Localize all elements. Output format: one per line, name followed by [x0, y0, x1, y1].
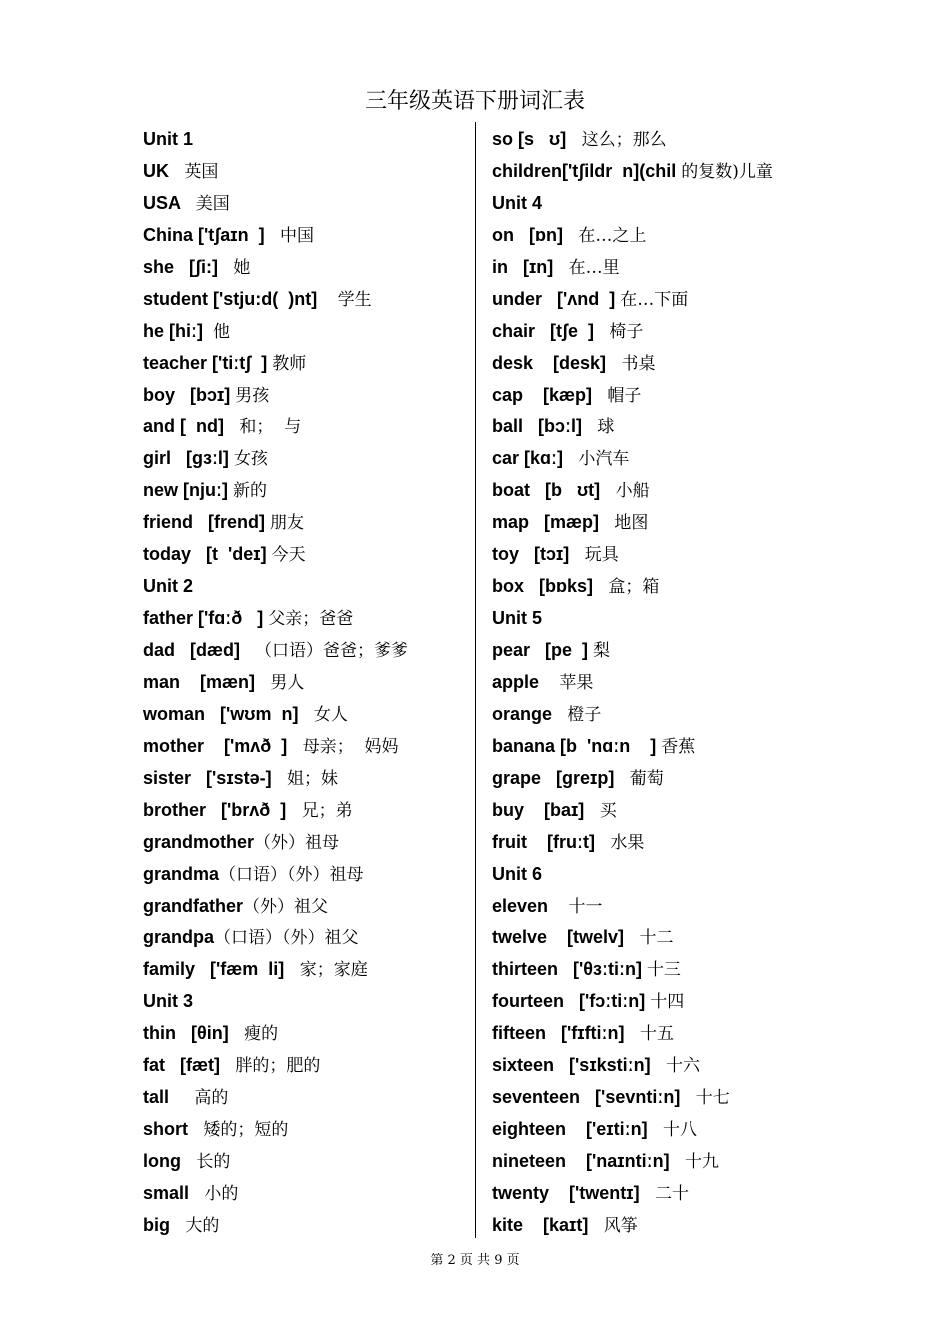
chinese-meaning: 胖的；肥的: [230, 1056, 321, 1077]
english-word: seventeen ['sevntiːn]: [492, 1087, 691, 1108]
vocab-entry: [143, 699, 408, 731]
vocab-entry: [492, 763, 773, 795]
vocab-entry: [492, 539, 773, 571]
chinese-meaning: 父亲；爸爸: [268, 609, 354, 630]
chinese-meaning: （外）祖父: [243, 896, 329, 917]
chinese-meaning: 书桌: [616, 353, 656, 374]
english-word: Unit 3: [143, 991, 194, 1012]
english-word: Unit 1: [143, 129, 194, 149]
vocab-entry: [143, 859, 408, 891]
chinese-meaning: 买: [594, 800, 617, 821]
english-word: new [njuː]: [143, 480, 233, 501]
vocab-entry: [143, 891, 408, 923]
chinese-meaning: 十七: [690, 1088, 730, 1109]
chinese-meaning: 今天: [271, 545, 306, 566]
english-word: on [ɒn]: [492, 224, 573, 245]
vocab-entry: [143, 667, 408, 699]
chinese-meaning: 男孩: [235, 385, 270, 406]
chinese-meaning: 十二: [634, 928, 674, 949]
english-word: long: [143, 1151, 191, 1171]
english-word: father ['fɑːð ]: [143, 608, 269, 629]
chinese-meaning: 的复数)儿童: [681, 161, 773, 182]
chinese-meaning: 高的: [189, 1088, 229, 1109]
english-word: fourteen ['fɔːtiːn]: [492, 991, 651, 1012]
vocab-entry: [143, 1146, 408, 1178]
english-word: toy [tɔɪ]: [492, 544, 580, 565]
vocab-entry: [492, 156, 773, 188]
chinese-meaning: 十一: [563, 896, 603, 917]
vocab-entry: [492, 124, 773, 156]
chinese-meaning: 水果: [604, 832, 645, 853]
vocab-entry: [492, 284, 773, 316]
english-word: UK: [143, 160, 179, 181]
english-word: she [ʃi:]: [143, 256, 228, 277]
vocab-entry: [143, 252, 408, 284]
english-word: grape [greɪp]: [492, 767, 625, 788]
chinese-meaning: 学生: [332, 289, 372, 310]
english-word: today [t 'deɪ]: [143, 544, 272, 565]
english-word: friend [frend]: [143, 512, 270, 533]
vocab-entry: [492, 507, 773, 539]
english-word: in [ɪn]: [492, 256, 564, 277]
vocab-entry: [143, 763, 408, 795]
unit-heading: [143, 124, 408, 156]
vocab-entry: [492, 827, 773, 859]
vocab-entry: [492, 891, 773, 923]
vocab-entry: [492, 1210, 773, 1242]
vocab-entry: [492, 220, 773, 252]
chinese-meaning: 教师: [272, 353, 307, 374]
left-column: [143, 124, 408, 1242]
vocab-entry: [492, 731, 773, 763]
chinese-meaning: 男人: [265, 672, 305, 693]
chinese-meaning: 这么；那么: [576, 130, 667, 150]
english-word: fruit [fruːt]: [492, 831, 605, 852]
english-word: pear [pe ]: [492, 640, 594, 660]
chinese-meaning: 家；家庭: [294, 960, 368, 981]
chinese-meaning: 母亲； 妈妈: [297, 736, 399, 757]
english-word: boat [b ʊt]: [492, 480, 611, 501]
vocab-entry: [492, 986, 773, 1018]
page-title: 三年级英语下册词汇表: [364, 89, 585, 114]
chinese-meaning: 橙子: [562, 704, 602, 725]
vocab-entry: [143, 539, 408, 571]
english-word: box [bɒks]: [492, 576, 604, 597]
chinese-meaning: 梨: [593, 641, 611, 661]
vocab-entry: [492, 380, 773, 412]
vocab-entry: [143, 827, 408, 859]
english-word: sister ['sɪstə-]: [143, 767, 282, 788]
english-word: teacher ['tiːtʃ ]: [143, 352, 273, 373]
english-word: twelve [twelv]: [492, 927, 635, 948]
vocab-entry: [492, 635, 773, 667]
vocab-entry: [492, 699, 773, 731]
unit-heading: [492, 188, 773, 220]
english-word: grandpa: [143, 927, 215, 948]
english-word: kite [kaɪt]: [492, 1214, 599, 1235]
english-word: fat [fæt]: [143, 1055, 230, 1076]
english-word: dad [dæd]: [143, 640, 255, 660]
vocab-entry: [492, 1082, 773, 1114]
chinese-meaning: 在…里: [563, 257, 620, 278]
chinese-meaning: 中国: [274, 225, 314, 246]
vocab-entry: [492, 795, 773, 827]
vocab-entry: [143, 507, 408, 539]
chinese-meaning: （外）祖母: [254, 832, 340, 853]
vocab-entry: [143, 1114, 408, 1146]
english-word: map [mæp]: [492, 512, 610, 533]
vocab-entry: [492, 252, 773, 284]
vocab-entry: [492, 475, 773, 507]
vocab-entry: [492, 316, 773, 348]
vocab-entry: [492, 922, 773, 954]
chinese-meaning: 大的: [180, 1215, 220, 1236]
english-word: grandma: [143, 863, 220, 884]
chinese-meaning: 美国: [190, 193, 230, 214]
chinese-meaning: 新的: [232, 481, 267, 502]
english-word: thirteen ['θɜːtiːn]: [492, 959, 647, 980]
english-word: thin [θin]: [143, 1023, 239, 1044]
vocab-entry: [143, 443, 408, 475]
english-word: brother ['brʌð ]: [143, 799, 297, 820]
vocab-entry: [143, 795, 408, 827]
chinese-meaning: （口语）（外）祖父: [214, 928, 359, 949]
chinese-meaning: 十四: [650, 992, 685, 1013]
chinese-meaning: 英国: [179, 161, 219, 182]
chinese-meaning: 他: [213, 321, 230, 342]
vocab-entry: [492, 1050, 773, 1082]
vocab-entry: [492, 954, 773, 986]
english-word: Unit 5: [492, 608, 543, 629]
english-word: under ['ʌnd ]: [492, 288, 621, 309]
english-word: children['tʃildr n](chil: [492, 160, 682, 181]
vocab-entry: [143, 603, 408, 635]
vocab-entry: [143, 1082, 408, 1114]
english-word: girl [gɜːl]: [143, 448, 234, 469]
chinese-meaning: 地图: [609, 513, 649, 534]
chinese-meaning: 十九: [679, 1152, 719, 1172]
chinese-meaning: 长的: [191, 1152, 231, 1172]
vocab-entry: [492, 571, 773, 603]
unit-heading: [492, 859, 773, 891]
chinese-meaning: 十五: [634, 1024, 674, 1045]
english-word: Unit 4: [492, 192, 543, 213]
english-word: sixteen ['sɪkstiːn]: [492, 1055, 661, 1076]
english-word: tall: [143, 1087, 190, 1108]
vocab-entry: [143, 220, 408, 252]
chinese-meaning: 玩具: [579, 545, 619, 566]
chinese-meaning: 朋友: [270, 513, 304, 534]
chinese-meaning: 十三: [646, 960, 681, 981]
chinese-meaning: 椅子: [604, 321, 644, 342]
english-word: he [hiː]: [143, 320, 213, 341]
unit-heading: [492, 603, 773, 635]
vocab-entry: [492, 1114, 773, 1146]
chinese-meaning: 葡萄: [624, 768, 664, 789]
chinese-meaning: 瘦的: [238, 1024, 279, 1045]
vocab-entry: [492, 1178, 773, 1210]
page-footer: 第 2 页 共 9 页: [430, 1253, 520, 1268]
english-word: orange: [492, 703, 563, 724]
english-word: family ['fæm li]: [143, 959, 295, 980]
chinese-meaning: 盒；箱: [603, 577, 660, 598]
vocab-entry: [492, 411, 773, 443]
vocab-entry: [492, 1018, 773, 1050]
english-word: banana [b 'nɑːn ]: [492, 735, 662, 756]
english-word: twenty ['twentɪ]: [492, 1182, 650, 1203]
vocab-entry: [492, 1146, 773, 1178]
chinese-meaning: 在…之上: [572, 225, 647, 246]
english-word: USA: [143, 192, 191, 213]
chinese-meaning: 帽子: [602, 385, 642, 406]
vocab-entry: [492, 443, 773, 475]
chinese-meaning: （口语）（外）祖母: [219, 864, 364, 885]
english-word: chair [tʃe ]: [492, 320, 605, 341]
vocab-entry: [143, 1050, 408, 1082]
vocab-entry: [143, 475, 408, 507]
vocab-entry: [143, 954, 408, 986]
chinese-meaning: 球: [592, 417, 615, 438]
vocab-entry: [143, 411, 408, 443]
vocab-entry: [143, 380, 408, 412]
chinese-meaning: 她: [228, 257, 251, 278]
vocab-entry: [143, 316, 408, 348]
chinese-meaning: 和； 与: [233, 417, 302, 438]
right-column: [492, 124, 773, 1242]
english-word: nineteen ['naɪntiːn]: [492, 1151, 680, 1171]
chinese-meaning: 兄；弟: [296, 800, 353, 821]
english-word: fifteen ['fɪftiːn]: [492, 1023, 635, 1044]
english-word: apple: [492, 671, 555, 692]
english-word: ball [bɔːl]: [492, 416, 593, 437]
vocab-entry: [143, 156, 408, 188]
chinese-meaning: 苹果: [554, 672, 594, 693]
chinese-meaning: 十六: [660, 1056, 701, 1077]
english-word: car [kɑː]: [492, 448, 574, 469]
chinese-meaning: 二十: [649, 1183, 689, 1204]
english-word: mother ['mʌð ]: [143, 735, 298, 756]
english-word: buy [baɪ]: [492, 799, 595, 820]
column-divider: [475, 122, 476, 1238]
chinese-meaning: 矮的；短的: [198, 1120, 289, 1141]
english-word: cap [kæp]: [492, 384, 603, 405]
english-word: small: [143, 1182, 200, 1203]
chinese-meaning: 姐；妹: [281, 768, 339, 789]
chinese-meaning: 在…下面: [620, 289, 689, 310]
vocab-entry: [143, 1210, 408, 1242]
unit-heading: [143, 571, 408, 603]
english-word: eighteen ['eɪtiːn]: [492, 1119, 658, 1140]
english-word: woman ['wʊm n]: [143, 703, 309, 724]
english-word: eleven: [492, 895, 564, 916]
vocab-entry: [143, 284, 408, 316]
chinese-meaning: 女人: [308, 704, 348, 725]
english-word: and [ nd]: [143, 416, 234, 437]
english-word: short: [143, 1119, 199, 1140]
chinese-meaning: 小汽车: [573, 449, 630, 470]
vocab-entry: [143, 1178, 408, 1210]
vocab-entry: [143, 188, 408, 220]
english-word: so [s ʊ]: [492, 129, 577, 149]
chinese-meaning: 女孩: [233, 449, 268, 470]
english-word: man [mæn]: [143, 671, 266, 692]
chinese-meaning: （口语）爸爸；爹爹: [255, 641, 408, 661]
chinese-meaning: 十八: [657, 1120, 697, 1141]
english-word: boy [bɔɪ]: [143, 384, 236, 405]
english-word: desk [desk]: [492, 352, 617, 373]
english-word: student ['stju:d( )nt]: [143, 288, 333, 309]
english-word: grandfather: [143, 895, 244, 916]
chinese-meaning: 小的: [199, 1183, 239, 1204]
chinese-meaning: 香蕉: [661, 736, 696, 757]
vocab-entry: [143, 348, 408, 380]
chinese-meaning: 小船: [610, 481, 650, 502]
vocab-entry: [492, 667, 773, 699]
english-word: Unit 6: [492, 863, 543, 884]
vocab-entry: [143, 635, 408, 667]
english-word: grandmother: [143, 831, 255, 852]
english-word: Unit 2: [143, 576, 194, 597]
vocab-entry: [492, 348, 773, 380]
vocab-entry: [143, 1018, 408, 1050]
english-word: China ['tʃaɪn ]: [143, 224, 275, 245]
chinese-meaning: 风筝: [598, 1215, 638, 1236]
english-word: big: [143, 1214, 180, 1235]
vocab-entry: [143, 922, 408, 954]
vocab-entry: [143, 731, 408, 763]
unit-heading: [143, 986, 408, 1018]
